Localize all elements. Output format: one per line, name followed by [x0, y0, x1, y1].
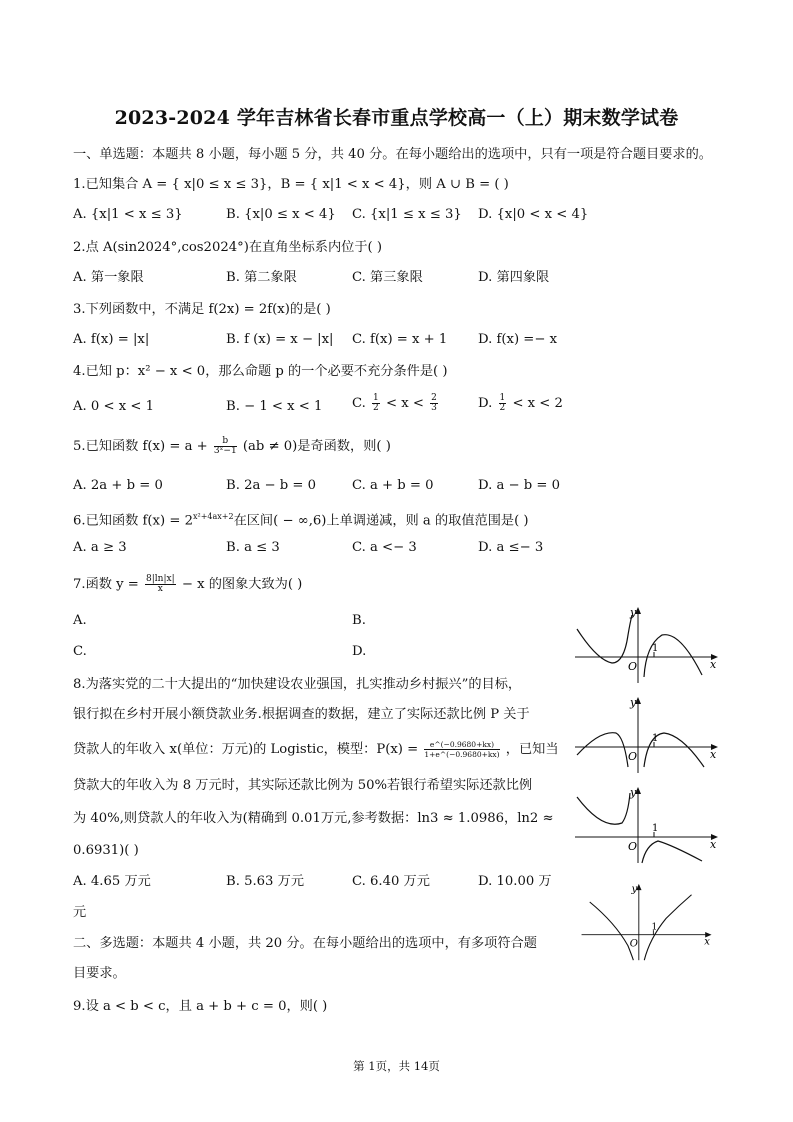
- question-9-stem: 9.设 a < b < c，且 a + b + c = 0，则( ): [73, 999, 328, 1014]
- q7-option-b: B.: [352, 613, 366, 628]
- q7-graph-a: [572, 605, 722, 685]
- question-2-stem: 2.点 A(sin2024°,cos2024°)在直角坐标系内位于( ): [73, 240, 383, 255]
- q4-d-fraction: $\frac{1}{2}$: [499, 393, 506, 413]
- question-4-stem: 4.已知 p：x² − x < 0，那么命题 p 的一个必要不充分条件是( ): [73, 364, 448, 379]
- question-6-stem: 6.已知函数 $f(x) = 2^{x^2+4ax+2}$在区间( − ∞,6)上单调递减，则 a 的取值范围是( ): [73, 512, 529, 529]
- q7-option-d: D.: [352, 644, 367, 659]
- q4-c-fraction-1: $\frac{1}{2}$: [373, 393, 379, 413]
- q6-option-d: D. a ≤− 3: [478, 540, 544, 555]
- question-8-line-2: 银行拟在乡村开展小额贷款业务.根据调查的数据，建立了实际还款比例 P 关于: [73, 707, 530, 722]
- q5-option-d: D. a − b = 0: [478, 478, 561, 493]
- q4-option-c: C. $\frac{1}{2}$ < x < $\frac{2}{3}$: [352, 393, 437, 413]
- y-axis-label: y: [630, 696, 637, 709]
- q8-option-a: A. 4.65 万元: [73, 874, 151, 889]
- q1-option-b: B. {x|0 ≤ x < 4}: [226, 207, 336, 222]
- tick-one-label: 1: [652, 643, 659, 654]
- x-axis-label: x: [710, 658, 717, 671]
- question-7-stem: 7.函数 y = $\frac{8|\ln|x|}{x}$ − x 的图象大致为( ): [73, 574, 303, 594]
- q2-option-c: C. 第三象限: [352, 270, 423, 285]
- q5-option-a: A. 2a + b = 0: [73, 478, 163, 493]
- q8-option-c: C. 6.40 万元: [352, 874, 430, 889]
- y-axis-label: y: [630, 786, 637, 799]
- q5-option-b: B. 2a − b = 0: [226, 478, 317, 493]
- page-title: 2023-2024 学年吉林省长春市重点学校高一（上）期末数学试卷: [114, 107, 679, 129]
- q6-option-c: C. a <− 3: [352, 540, 417, 555]
- q4-option-b: B. − 1 < x < 1: [226, 399, 323, 414]
- q3-option-d: D. f(x) =− x: [478, 332, 558, 347]
- x-axis-label: x: [710, 838, 717, 851]
- origin-label: O: [628, 660, 638, 673]
- question-8-line-4: 贷款大的年收入为 8 万元时，其实际还款比例为 50%若银行希望实际还款比例: [73, 778, 533, 793]
- y-axis-label: y: [630, 606, 637, 619]
- q6-exponent: x²+4ax+2: [192, 512, 234, 521]
- origin-label: O: [628, 840, 638, 853]
- section-heading-single-choice: 一、单选题：本题共 8 小题，每小题 5 分，共 40 分。在每小题给出的选项中，只有一项是符合题目要求的。: [73, 147, 712, 162]
- q1-option-c: C. {x|1 ≤ x ≤ 3}: [352, 207, 462, 222]
- q3-option-b: B. f (x) = x − |x|: [226, 332, 334, 347]
- q7-option-c: C.: [73, 644, 87, 659]
- q1-option-d: D. {x|0 < x < 4}: [478, 207, 589, 222]
- question-8-line-6: 0.6931)( ): [73, 843, 139, 858]
- question-1-stem: 1.已知集合 A = { x|0 ≤ x ≤ 3}，B = { x|1 < x < 4}，则 A ∪ B = ( ): [73, 177, 509, 192]
- tick-one-label: 1: [651, 922, 658, 933]
- q3-option-c: C. f(x) = x + 1: [352, 332, 448, 347]
- q6-option-a: A. a ≥ 3: [73, 540, 127, 555]
- q8-option-b: B. 5.63 万元: [226, 874, 305, 889]
- page-footer: 第 1页，共 14页: [353, 1059, 440, 1073]
- section-heading-multi-choice-cont: 目要求。: [73, 966, 126, 981]
- origin-label: O: [629, 938, 638, 950]
- question-3-stem: 3.下列函数中，不满足 f(2x) = 2f(x)的是( ): [73, 302, 331, 317]
- q8-logistic-fraction: $\frac{e\^{}(-0.9680+kx)}{1+e\^{}(-0.9680+kx)}$: [424, 740, 500, 759]
- x-axis-label: x: [704, 936, 710, 948]
- q5-fraction: $\frac{b}{\text{3ˣ−1}}$: [213, 436, 237, 456]
- q2-option-b: B. 第二象限: [226, 270, 297, 285]
- q8-option-d: D. 10.00 万: [478, 874, 552, 889]
- q4-c-fraction-2: $\frac{2}{3}$: [431, 393, 437, 413]
- q5-option-c: C. a + b = 0: [352, 478, 434, 493]
- q2-option-a: A. 第一象限: [73, 270, 144, 285]
- question-8-line-5: 为 40%,则贷款人的年收入为(精确到 0.01万元,参考数据：ln3 ≈ 1.0986，ln2 ≈: [73, 811, 554, 826]
- q1-option-a: A. {x|1 < x ≤ 3}: [73, 207, 183, 222]
- q7-graph-c: [572, 785, 722, 865]
- q7-fraction: $\frac{8|\ln|x|}{x}$: [146, 574, 175, 594]
- tick-one-label: 1: [652, 733, 659, 744]
- q8-option-d-wrap: 元: [73, 905, 87, 920]
- question-8-line-3: 贷款人的年收入 x(单位：万元)的 Logistic，模型：P(x) = $\frac{e\^{}(-0.9680+kx)}{1+e\^{}(-0.9680+kx)}$ ，已知当: [73, 740, 559, 759]
- y-axis-label: y: [631, 884, 638, 895]
- q7-graph-b: [572, 695, 722, 775]
- q7-graph-d: [572, 882, 722, 962]
- question-8-line-1: 8.为落实党的二十大提出的“加快建设农业强国，扎实推动乡村振兴”的目标，: [73, 677, 522, 692]
- section-heading-multi-choice: 二、多选题：本题共 4 小题，共 20 分。在每小题给出的选项中，有多项符合题: [73, 936, 537, 951]
- question-5-stem: 5.已知函数 f(x) = a + $\frac{b}{\text{3ˣ−1}}$ (ab ≠ 0)是奇函数，则( ): [73, 436, 391, 456]
- q6-option-b: B. a ≤ 3: [226, 540, 280, 555]
- origin-label: O: [628, 750, 638, 763]
- q2-option-d: D. 第四象限: [478, 270, 550, 285]
- x-axis-label: x: [710, 748, 717, 761]
- q3-option-a: A. f(x) = |x|: [73, 332, 150, 347]
- q4-option-a: A. 0 < x < 1: [73, 399, 154, 414]
- tick-one-label: 1: [652, 823, 659, 834]
- q7-option-a: A.: [73, 613, 87, 628]
- q4-option-d: D. $\frac{1}{2}$ < x < 2: [478, 393, 563, 413]
